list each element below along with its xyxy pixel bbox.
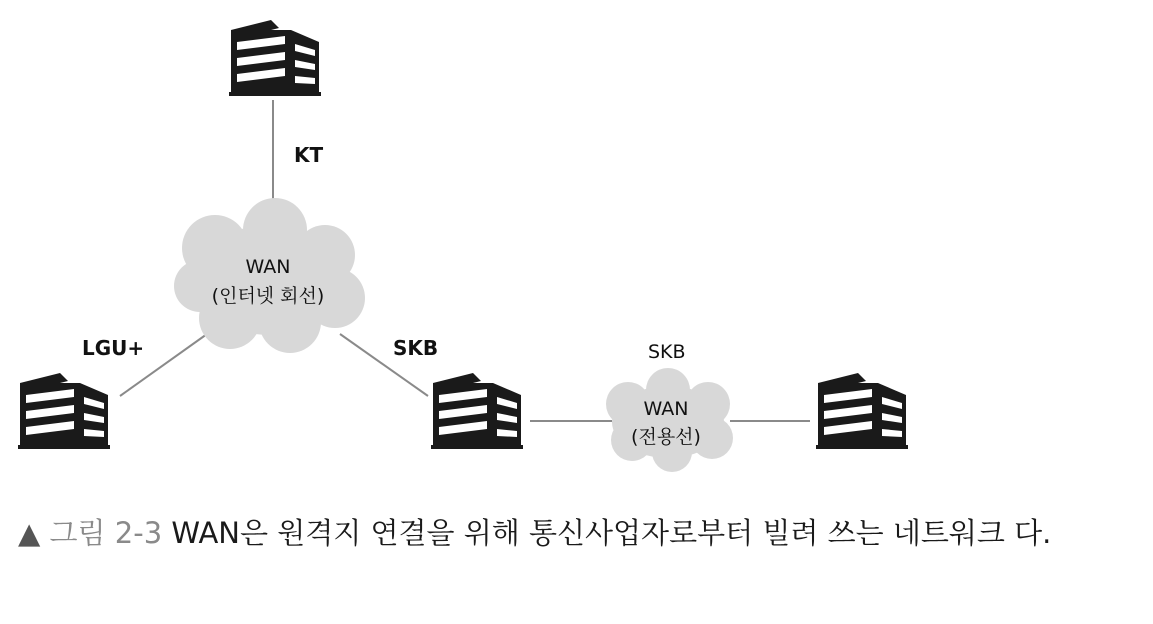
carrier-label-skb-internet: SKB: [393, 336, 439, 360]
triangle-icon: ▲: [18, 516, 41, 550]
carrier-label-lgu: LGU+: [82, 336, 145, 360]
internet-cloud-title: WAN: [245, 256, 291, 278]
internet-cloud-subtitle: (인터넷 회선): [211, 285, 325, 307]
building-icon: [18, 373, 110, 449]
building-icon: [816, 373, 908, 449]
carrier-label-kt: KT: [294, 143, 324, 167]
building-icon: [431, 373, 523, 449]
caption-text: WAN은 원격지 연결을 위해 통신사업자로부터 빌려 쓰는 네트워크 다.: [171, 516, 1052, 550]
figure-number: 그림 2-3: [49, 516, 163, 550]
leased-cloud-title: WAN: [643, 398, 689, 420]
figure-caption: [18, 504, 1128, 562]
building-icon: [229, 20, 321, 96]
cloud-icon: [606, 368, 733, 472]
leased-cloud-subtitle: (전용선): [631, 426, 701, 448]
carrier-label-skb-leased: SKB: [648, 341, 686, 363]
